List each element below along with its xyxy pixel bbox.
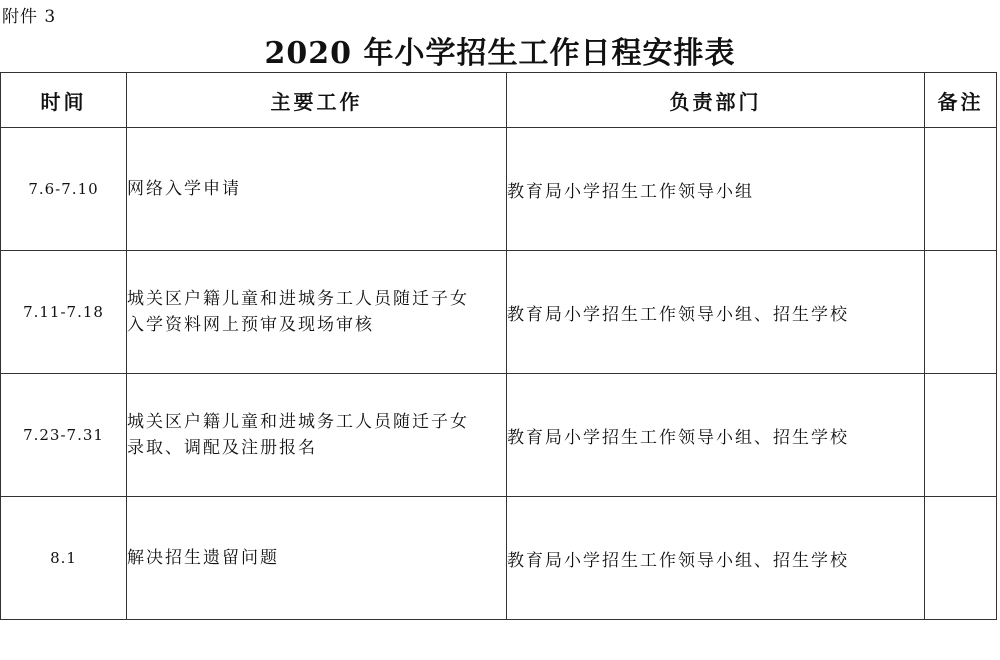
header-note: 备注: [925, 73, 997, 128]
row-time: 7.6-7.10: [1, 128, 127, 251]
attachment-label: 附件 3: [2, 7, 57, 27]
header-work: 主要工作: [127, 73, 507, 128]
work-line: 城关区户籍儿童和进城务工人员随迁子女: [127, 412, 469, 432]
table-row: [1, 251, 997, 374]
row-work: [127, 251, 507, 374]
row-note: [925, 251, 997, 374]
row-note: [925, 374, 997, 497]
work-line: 城关区户籍儿童和进城务工人员随迁子女: [127, 289, 469, 309]
work-line: 网络入学申请: [127, 179, 241, 199]
table-row: [1, 128, 997, 251]
row-work: [127, 374, 507, 497]
work-line: 录取、调配及注册报名: [127, 438, 317, 458]
table-header-row: [1, 73, 997, 128]
row-dept: 教育局小学招生工作领导小组、招生学校: [507, 251, 925, 374]
row-work: [127, 128, 507, 251]
row-time: 7.11-7.18: [1, 251, 127, 374]
document-title: 2020 年小学招生工作日程安排表: [264, 36, 736, 71]
header-time: 时间: [1, 73, 127, 128]
row-dept: 教育局小学招生工作领导小组、招生学校: [507, 497, 925, 620]
row-time: 7.23-7.31: [1, 374, 127, 497]
row-dept: 教育局小学招生工作领导小组、招生学校: [507, 374, 925, 497]
work-line: 入学资料网上预审及现场审核: [127, 315, 374, 335]
work-line: 解决招生遗留问题: [127, 548, 279, 568]
table-row: [1, 374, 997, 497]
header-dept: 负责部门: [507, 73, 925, 128]
row-dept: 教育局小学招生工作领导小组: [507, 128, 925, 251]
row-note: [925, 128, 997, 251]
row-time: 8.1: [1, 497, 127, 620]
row-note: [925, 497, 997, 620]
table-row: [1, 497, 997, 620]
row-work: [127, 497, 507, 620]
schedule-table: [0, 72, 997, 620]
